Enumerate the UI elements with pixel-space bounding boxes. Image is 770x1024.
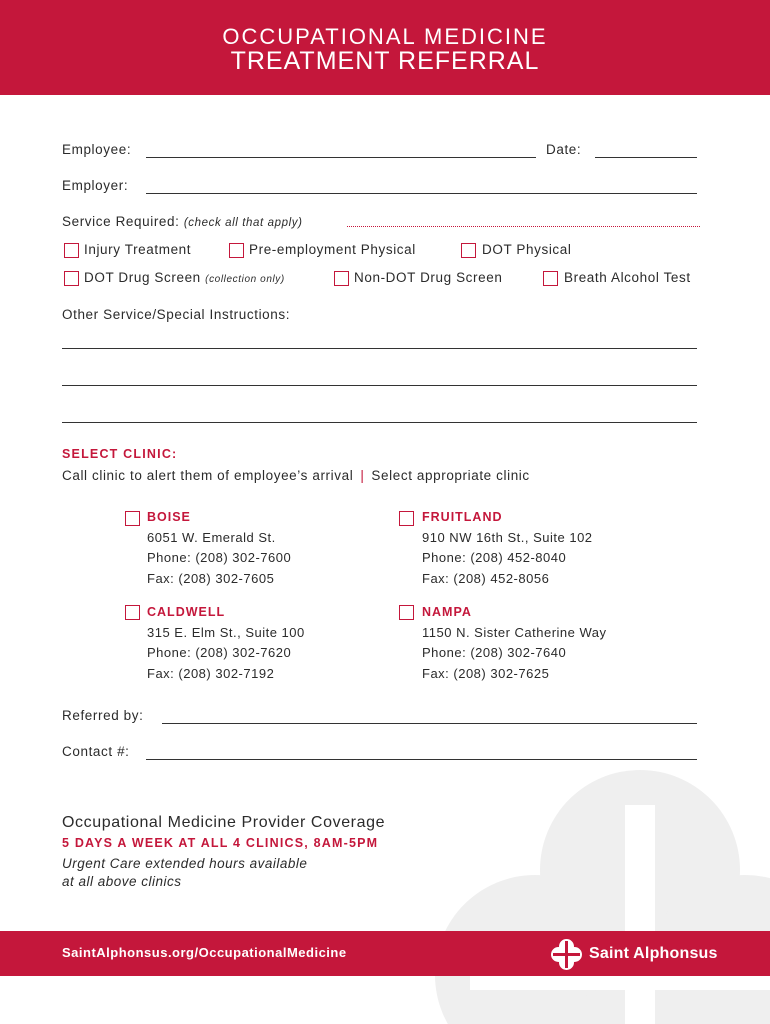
employer-label: Employer: [62, 178, 129, 193]
referred-by-field[interactable] [162, 723, 697, 724]
clinic-nampa-phone: Phone: (208) 302-7640 [422, 645, 567, 660]
clinic-boise-fax: Fax: (208) 302-7605 [147, 570, 275, 586]
clinic-nampa [422, 602, 607, 684]
label-pre-employment-physical: Pre-employment Physical [249, 242, 416, 257]
service-required-label [62, 214, 303, 229]
clinic-boise-name: BOISE [147, 510, 191, 524]
employer-field[interactable] [146, 193, 697, 194]
label-breath-alcohol-test: Breath Alcohol Test [564, 270, 691, 285]
checkbox-dot-physical[interactable] [461, 243, 476, 258]
referred-by-label: Referred by: [62, 708, 144, 723]
checkbox-clinic-nampa[interactable] [399, 605, 414, 620]
coverage-note-line1: Urgent Care extended hours available [62, 856, 308, 871]
select-clinic-instruction-right: Select appropriate clinic [371, 468, 530, 483]
other-instructions-label: Other Service/Special Instructions: [62, 307, 291, 322]
label-dot-drug-screen-text: DOT Drug Screen [84, 270, 201, 285]
header-banner [0, 0, 770, 95]
label-dot-drug-screen [84, 270, 285, 285]
checkbox-pre-employment-physical[interactable] [229, 243, 244, 258]
employee-label: Employee: [62, 142, 132, 157]
instructions-line-3[interactable] [62, 422, 697, 423]
clinic-caldwell [147, 602, 305, 684]
clinic-fruitland-fax: Fax: (208) 452-8056 [422, 570, 550, 586]
checkbox-clinic-fruitland[interactable] [399, 511, 414, 526]
checkbox-dot-drug-screen[interactable] [64, 271, 79, 286]
coverage-note-line2: at all above clinics [62, 874, 182, 889]
label-injury-treatment: Injury Treatment [84, 242, 192, 257]
form-title-line1: OCCUPATIONAL MEDICINE [222, 24, 548, 49]
clinic-fruitland [422, 507, 593, 589]
label-non-dot-drug-screen: Non-DOT Drug Screen [354, 270, 503, 285]
coverage-note [62, 855, 307, 891]
contact-field[interactable] [146, 759, 697, 760]
clinic-fruitland-address: 910 NW 16th St., Suite 102 [422, 529, 593, 545]
contact-label: Contact #: [62, 744, 130, 759]
instructions-line-2[interactable] [62, 385, 697, 386]
select-clinic-title: SELECT CLINIC: [62, 447, 178, 461]
service-dotted-leader [347, 226, 700, 227]
clinic-boise [147, 507, 291, 589]
select-clinic-instruction-left: Call clinic to alert them of employee’s arrival [62, 468, 354, 483]
saint-alphonsus-cross-icon [550, 938, 583, 971]
coverage-title: Occupational Medicine Provider Coverage [62, 814, 386, 831]
checkbox-non-dot-drug-screen[interactable] [334, 271, 349, 286]
instruction-separator: | [360, 468, 365, 483]
footer-url-link[interactable]: SaintAlphonsus.org/OccupationalMedicine [62, 945, 347, 960]
cross-watermark-icon [430, 765, 770, 1024]
form-title-line2: TREATMENT REFERRAL [230, 47, 540, 75]
date-field[interactable] [595, 157, 697, 158]
label-dot-drug-screen-hint: (collection only) [205, 274, 285, 285]
employee-field[interactable] [146, 157, 536, 158]
coverage-hours: 5 DAYS A WEEK AT ALL 4 CLINICS, 8AM-5PM [62, 836, 379, 850]
service-required-text: Service Required: [62, 214, 180, 229]
clinic-caldwell-address: 315 E. Elm St., Suite 100 [147, 624, 305, 640]
clinic-caldwell-phone: Phone: (208) 302-7620 [147, 645, 292, 660]
date-label: Date: [546, 142, 582, 157]
checkbox-breath-alcohol-test[interactable] [543, 271, 558, 286]
clinic-boise-address: 6051 W. Emerald St. [147, 529, 276, 545]
clinic-caldwell-name: CALDWELL [147, 605, 226, 619]
checkbox-injury-treatment[interactable] [64, 243, 79, 258]
clinic-nampa-address: 1150 N. Sister Catherine Way [422, 624, 607, 640]
checkbox-clinic-boise[interactable] [125, 511, 140, 526]
clinic-nampa-name: NAMPA [422, 605, 472, 619]
clinic-boise-phone: Phone: (208) 302-7600 [147, 550, 292, 565]
clinic-fruitland-name: FRUITLAND [422, 510, 503, 524]
select-clinic-instructions [62, 468, 530, 483]
saint-alphonsus-logo [550, 937, 718, 971]
clinic-nampa-fax: Fax: (208) 302-7625 [422, 665, 550, 681]
service-required-hint: (check all that apply) [183, 217, 303, 229]
instructions-line-1[interactable] [62, 348, 697, 349]
clinic-caldwell-fax: Fax: (208) 302-7192 [147, 665, 275, 681]
logo-text: Saint Alphonsus [589, 945, 718, 962]
clinic-fruitland-phone: Phone: (208) 452-8040 [422, 550, 567, 565]
label-dot-physical: DOT Physical [482, 242, 572, 257]
checkbox-clinic-caldwell[interactable] [125, 605, 140, 620]
footer-banner [0, 931, 770, 976]
